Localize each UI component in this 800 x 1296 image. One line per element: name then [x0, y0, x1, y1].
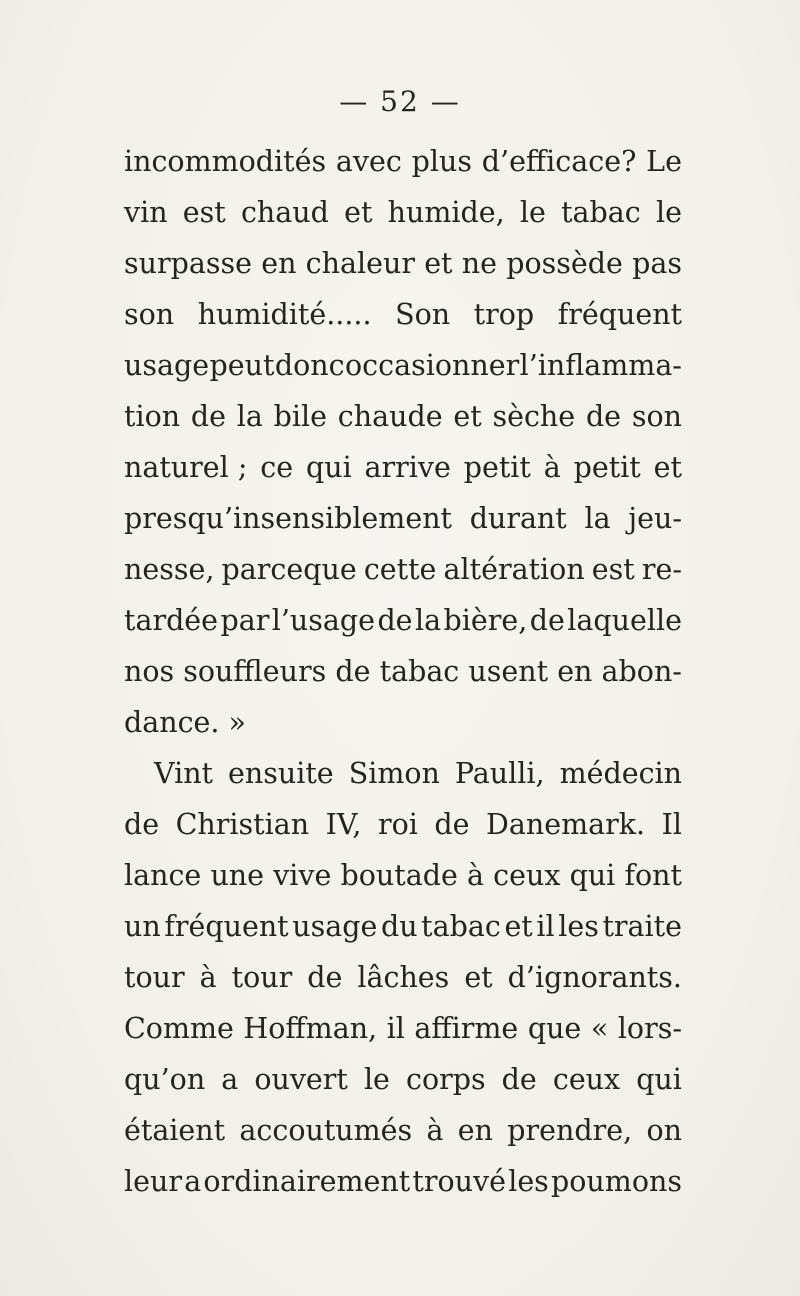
word: médecin	[559, 757, 682, 790]
word: de	[124, 808, 160, 841]
word: vive	[273, 859, 332, 892]
word: peut	[209, 349, 275, 382]
word: par	[220, 604, 270, 637]
word: le	[655, 196, 682, 229]
word: étaient	[124, 1114, 226, 1147]
text-line	[124, 748, 682, 799]
word: chaude	[337, 400, 443, 433]
word: ensuite	[228, 757, 334, 790]
word: souffleurs	[183, 655, 327, 688]
word: lors-	[617, 1012, 682, 1045]
text-line	[124, 901, 682, 952]
word: avec	[335, 145, 402, 178]
word: poumons	[551, 1165, 682, 1198]
body-text	[124, 136, 682, 1207]
word: traite	[602, 910, 682, 943]
word: de	[434, 808, 470, 841]
word: il	[536, 910, 555, 943]
word: a	[184, 1165, 202, 1198]
word: accoutumés	[239, 1114, 413, 1147]
word: et	[653, 451, 682, 484]
word: corps	[405, 1063, 486, 1096]
page-number: — 52 —	[339, 85, 461, 118]
text-line	[124, 646, 682, 697]
word: Paulli,	[454, 757, 545, 790]
word: possède	[506, 247, 623, 280]
word: lâches	[357, 961, 450, 994]
text-line	[124, 544, 682, 595]
word: ne	[461, 247, 497, 280]
word: roi	[378, 808, 418, 841]
word: et	[504, 910, 533, 943]
word: en	[557, 655, 593, 688]
word: ordinairement	[203, 1165, 411, 1198]
text-line	[124, 697, 682, 748]
word: petit	[463, 451, 531, 484]
word: tabac	[561, 196, 641, 229]
word: son	[631, 400, 682, 433]
word: trouvé	[412, 1165, 506, 1198]
word: vin	[124, 196, 168, 229]
word: de	[307, 961, 343, 994]
word: Christian	[175, 808, 310, 841]
word: à	[467, 859, 484, 892]
word: de	[377, 604, 413, 637]
word: ouvert	[254, 1063, 348, 1096]
text-line	[124, 1003, 682, 1054]
word: ceux	[552, 1063, 621, 1096]
word: d’ignorants.	[507, 961, 682, 994]
word: qui	[305, 451, 352, 484]
word: de	[585, 400, 622, 433]
word: Le	[646, 145, 682, 178]
word: chaleur	[305, 247, 415, 280]
word: de	[501, 1063, 537, 1096]
word: usage	[292, 910, 378, 943]
word: tion	[124, 400, 181, 433]
word: dance. »	[124, 706, 246, 739]
word: boutade	[340, 859, 458, 892]
word: et	[344, 196, 373, 229]
word: parceque	[221, 553, 357, 586]
word: tour	[231, 961, 293, 994]
word: son	[124, 298, 175, 331]
word: la	[236, 400, 263, 433]
word: la	[584, 502, 611, 535]
word: trop	[473, 298, 535, 331]
word: du	[380, 910, 418, 943]
word: une	[210, 859, 265, 892]
word: à	[426, 1114, 444, 1147]
word: durant	[469, 502, 567, 535]
word: et	[424, 247, 453, 280]
word: leur	[124, 1165, 182, 1198]
word: naturel ;	[124, 451, 248, 484]
word: tour	[124, 961, 185, 994]
word: pas	[632, 247, 682, 280]
word: plus	[411, 145, 472, 178]
word: fréquent	[557, 298, 682, 331]
word: ceux	[493, 859, 561, 892]
word: tardée	[124, 604, 219, 637]
word: en	[457, 1114, 493, 1147]
word: arrive	[364, 451, 451, 484]
text-line	[124, 595, 682, 646]
text-line	[124, 136, 682, 187]
word: l’usage	[271, 604, 376, 637]
word: lance	[124, 859, 202, 892]
text-line	[124, 340, 682, 391]
text-line	[124, 493, 682, 544]
word: prendre,	[507, 1114, 633, 1147]
word: qu’on	[124, 1063, 206, 1096]
word: cette	[363, 553, 437, 586]
word: on	[646, 1114, 682, 1147]
word: l’inflamma-	[519, 349, 682, 382]
word: chaud	[240, 196, 329, 229]
word: est	[591, 553, 635, 586]
word: humide,	[387, 196, 505, 229]
word: incommodités	[124, 145, 327, 178]
word: sèche	[492, 400, 576, 433]
word: de	[190, 400, 226, 433]
word: un	[124, 910, 161, 943]
word: Il	[661, 808, 682, 841]
word: et	[464, 961, 493, 994]
word: à	[543, 451, 561, 484]
text-line	[124, 1105, 682, 1156]
word: font	[624, 859, 682, 892]
word: a	[221, 1063, 239, 1096]
word: de	[529, 604, 565, 637]
text-line	[124, 1156, 682, 1207]
word: Vint	[154, 757, 214, 790]
text-line	[124, 799, 682, 850]
word: bile	[273, 400, 328, 433]
word: usage	[124, 349, 210, 382]
word: le	[363, 1063, 390, 1096]
word: d’efficace?	[481, 145, 637, 178]
word: affirme	[414, 1012, 519, 1045]
word: Son	[395, 298, 451, 331]
word: les	[558, 910, 599, 943]
word: fréquent	[164, 910, 289, 943]
word: est	[182, 196, 226, 229]
word: humidité.....	[197, 298, 372, 331]
text-line	[124, 442, 682, 493]
word: Comme	[124, 1012, 234, 1045]
word: de	[335, 655, 371, 688]
word: les	[508, 1165, 549, 1198]
word: abon-	[601, 655, 682, 688]
text-line	[124, 289, 682, 340]
word: Hoffman,	[243, 1012, 378, 1045]
word: usent	[468, 655, 549, 688]
word: qui	[569, 859, 616, 892]
word: ce	[260, 451, 294, 484]
word: jeu-	[628, 502, 682, 535]
word: Simon	[348, 757, 440, 790]
word: donc	[274, 349, 345, 382]
word: nos	[124, 655, 175, 688]
word: que	[527, 1012, 582, 1045]
word: occasionner	[345, 349, 520, 382]
word: nesse,	[124, 553, 215, 586]
word: bière,	[443, 604, 528, 637]
text-line	[124, 850, 682, 901]
word: à	[199, 961, 217, 994]
word: altération	[443, 553, 585, 586]
word: tabac	[421, 910, 501, 943]
text-line	[124, 238, 682, 289]
word: «	[590, 1012, 609, 1045]
word: presqu’insensiblement	[124, 502, 453, 535]
word: IV,	[325, 808, 362, 841]
word: laquelle	[567, 604, 682, 637]
word: qui	[636, 1063, 682, 1096]
word: Danemark.	[486, 808, 646, 841]
text-line	[124, 187, 682, 238]
text-line	[124, 1054, 682, 1105]
word: le	[519, 196, 546, 229]
word: re-	[641, 553, 682, 586]
word: en	[261, 247, 297, 280]
word: tabac	[379, 655, 460, 688]
word: et	[453, 400, 482, 433]
word: il	[386, 1012, 405, 1045]
text-line	[124, 391, 682, 442]
word: surpasse	[124, 247, 252, 280]
word: la	[414, 604, 442, 637]
word: petit	[573, 451, 641, 484]
text-line	[124, 952, 682, 1003]
